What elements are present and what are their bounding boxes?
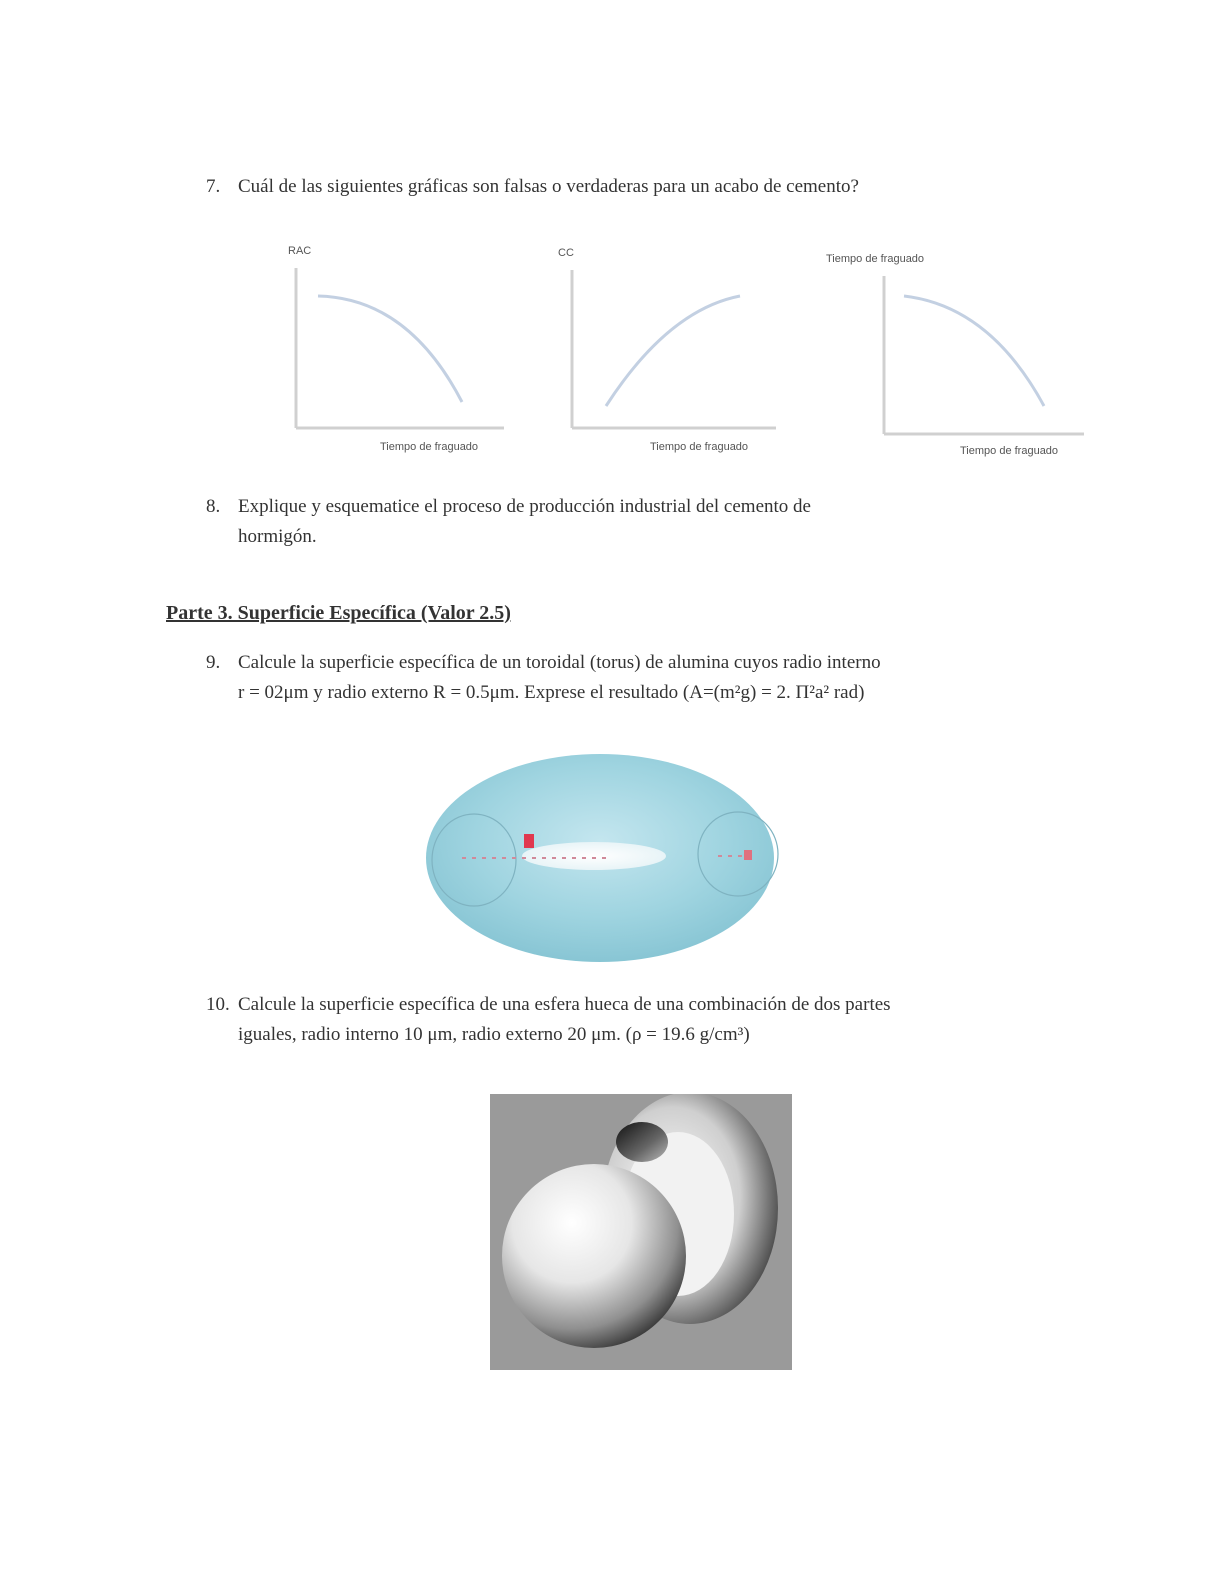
- chart-curve: [318, 296, 462, 402]
- sphere-half: [502, 1164, 686, 1348]
- question-10: [206, 990, 1106, 1050]
- question-text-line1: Explique y esquematice el proceso de producción industrial del cemento de: [238, 496, 811, 517]
- chart-ylabel: Tiempo de fraguado: [826, 253, 925, 265]
- hollow-sphere-figure: [490, 1094, 792, 1370]
- chart-curve: [606, 296, 740, 406]
- section-title: Parte 3. Superficie Específica (Valor 2.5): [166, 602, 511, 624]
- chart-ylabel: RAC: [288, 245, 312, 257]
- chart-cc: [548, 232, 818, 464]
- question-number: 9.: [206, 652, 221, 673]
- chart-xlabel: Tiempo de fraguado: [960, 445, 1059, 457]
- question-9: [206, 648, 1106, 708]
- question-text: Cuál de las siguientes gráficas son falsas o verdaderas para un acabo de cemento?: [238, 176, 859, 197]
- question-number: 8.: [206, 496, 221, 517]
- question-text-line2: iguales, radio interno 10 μm, radio externo 20 μm. (ρ = 19.6 g/cm³): [238, 1024, 750, 1045]
- question-number: 10.: [206, 994, 230, 1015]
- torus-figure: [418, 748, 784, 970]
- question-text-line2: hormigón.: [238, 526, 317, 547]
- question-text-line1: Calcule la superficie específica de una esfera hueca de una combinación de dos partes: [238, 994, 891, 1015]
- question-7: [206, 172, 1106, 202]
- shell-cavity: [616, 1122, 668, 1162]
- chart-rac: [270, 232, 540, 464]
- chart-xlabel: Tiempo de fraguado: [650, 441, 749, 453]
- question-number: 7.: [206, 176, 221, 197]
- question-text-line2: r = 02μm y radio externo R = 0.5μm. Exprese el resultado (A=(m²g) = 2. Π²a² rad): [238, 682, 865, 703]
- question-text-line1: Calcule la superficie específica de un toroidal (torus) de alumina cuyos radio interno: [238, 652, 881, 673]
- torus-hole: [522, 842, 666, 870]
- chart-ylabel: CC: [558, 247, 574, 259]
- radius-marker-right: [744, 850, 752, 860]
- question-8: [206, 492, 1106, 552]
- chart-curve: [904, 296, 1044, 406]
- radius-marker: [524, 834, 534, 848]
- chart-tiempo: [820, 240, 1116, 472]
- chart-xlabel: Tiempo de fraguado: [380, 441, 479, 453]
